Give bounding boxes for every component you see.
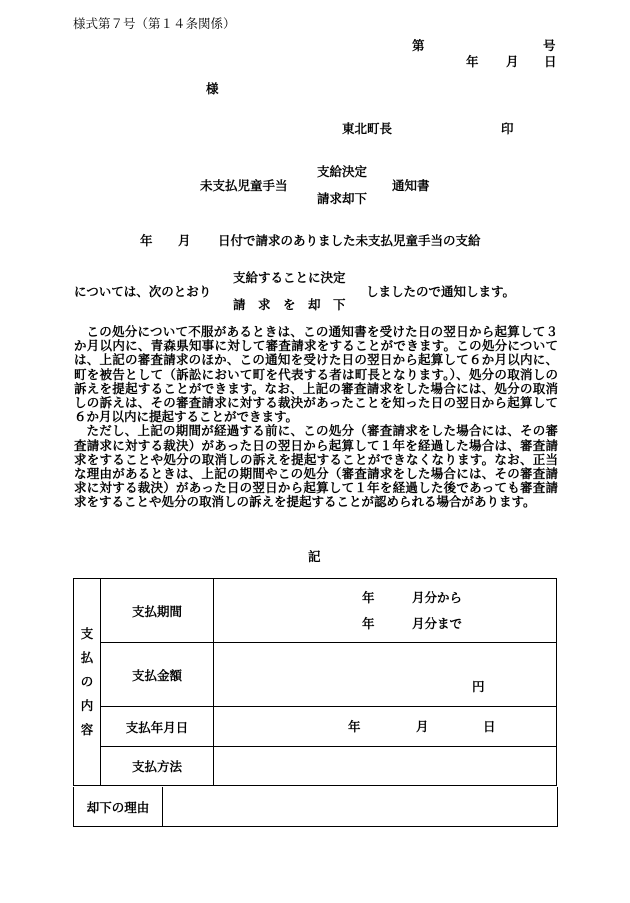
amount-label: 支払金額 [101,643,214,707]
seal-mark: 印 [501,121,514,136]
appeal-paragraph: ただし、上記の期間が経過する前に、この処分（審査請求をした場合には、その審査請求に対する裁決）があった日の翌日から起算して１年を経過した場合は、審査請求をすることや処分の取消しの訴えを提起することができなくなります。なお、正当な理由があるときは、上記の期間やこの処分（審査請求をした場合には、その審査請求に対する裁決）があった日の翌日から起算して１年を経過した後であっても審査請求をすることや処分の取消しの訴えを提起することが認められる場合があります。 [74,423,558,510]
notice-option-reject: 請 求 を 却 下 [233,297,346,312]
date-year: 年 [466,54,479,69]
title-option-reject: 請求却下 [317,191,368,206]
intro-month: 月 [178,233,191,248]
period-label: 支払期間 [101,579,214,643]
form-number: 様式第７号（第１４条関係） [73,16,236,31]
intro-year: 年 [140,233,153,248]
payment-method-value [214,747,557,786]
appeal-notice [74,325,558,510]
doc-number-suffix: 号 [543,38,556,53]
recipient-honorific: 様 [206,81,219,96]
notice-option-approve: 支給することに決定 [233,270,346,285]
doc-number-prefix: 第 [412,38,425,53]
intro-text: 日付で請求のありました未支払児童手当の支給 [218,233,481,248]
ki-heading: 記 [308,549,321,564]
title-right: 通知書 [392,178,430,193]
title-left: 未支払児童手当 [200,178,288,193]
date-month: 月 [506,54,519,69]
reject-reason-row [73,787,558,827]
vertical-label: 支 払 の 内 容 [74,579,101,786]
notice-prefix: については、次のとおり [74,284,212,299]
issuer-name: 東北町長 [342,121,393,136]
title-option-approve: 支給決定 [317,164,368,179]
payment-method-label: 支払方法 [101,747,214,786]
payment-date-value: 年 月 日 [214,707,557,747]
date-day: 日 [544,54,557,69]
period-value: 年 月分から 年 月分まで [214,579,557,643]
notice-suffix: しましたので通知します。 [366,284,516,299]
appeal-paragraph: この処分について不服があるときは、この通知書を受けた日の翌日から起算して３か月以内に、青森県知事に対して審査請求をすることができます。この処分については、上記の審査請求のほか、この通知を受けた日の翌日から起算して６か月以内に、町を被告として（訴訟において町を代表する者は町長となります。）、処分の取消しの訴えを提起することができます。なお、上記の審査請求をした場合には、処分の取消しの訴えは、その審査請求に対する裁決があったことを知った日の翌日から起算して６か月以内に提起することができます。 [74,324,558,425]
reject-reason-label: 却下の理由 [74,787,163,826]
payment-details-table [73,578,557,786]
amount-value: 円 [214,643,557,707]
payment-date-label: 支払年月日 [101,707,214,747]
